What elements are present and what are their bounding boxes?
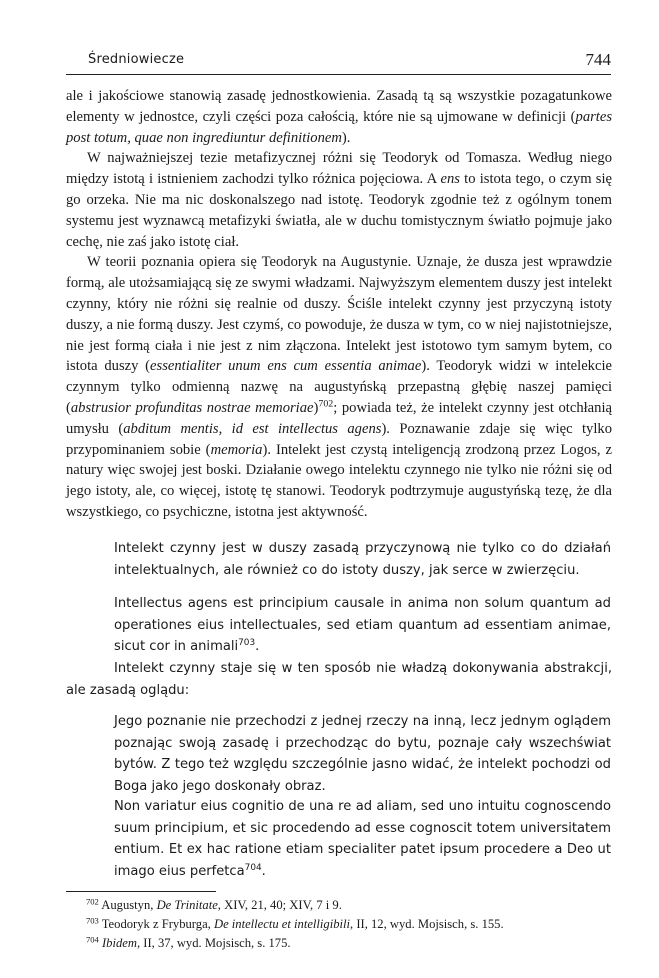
text-run: Non variatur eius cognitio de una re ad aliam, sed uno intuitu cognoscendo suum principium, et sic procedendo ad esse cognoscit totem universitatem entium. Et ex hac ratione etiam specialiter patet ipsum procedere a Deo ut imago eius perfetca [114, 799, 611, 879]
text-run: to istota tego, o czym się go orzeka. Nie ma nic doskonalszego nad istotę. Teodoryk zgodnie też z ogólnym tonem systemu jest wyznawcą metafizyki światła, ale w duchu tomistycznym światło pojmuje jako cechę, nie zaś jako istotę ciał. [66, 171, 612, 250]
footnote [86, 934, 616, 953]
italic-text: ens [440, 171, 460, 188]
running-title: Średniowiecze [88, 52, 185, 67]
italic-text: De Trinitate [156, 898, 218, 912]
main-text [66, 86, 612, 523]
text-run: ). Intelekt jest czystą inteligencją zrodzoną przez Logos, z natury więc swojej jest boski. Działanie owego intelektu czynnego nie tylko nie różni się od jego istoty, ale, co więcej, istotę tę stanowi. Teodoryk podtrzymuje augustyńską tezę, że dla wszystkiego, co psychiczne, istotna jest aktywność. [66, 441, 613, 520]
italic-text: abstrusior profunditas nostrae memoriae [70, 399, 314, 416]
text-run: Intellectus agens est principium causale in anima non solum quantum ad operationes eius intellectuales, sed etiam quantum ad essentiam animae, sicut cor in animali [114, 596, 611, 655]
italic-text: Ibidem [101, 936, 137, 950]
text-run: , XIV, 21, 40; XIV, 7 i 9. [217, 898, 342, 912]
text-run: W najważniejszej tezie metafizycznej różni się Teodoryk od Tomasza. Według niego między istotą i istnieniem zachodzi tylko różnica pojęciowa. A [66, 150, 612, 188]
text-run: Teodoryk z Fryburga, [98, 917, 214, 931]
text-run: ; powiada też, że intelekt czynny jest otchłanią umysłu ( [66, 399, 612, 437]
footnote-ref: 702 [86, 896, 99, 907]
paragraph [66, 658, 612, 701]
text-run: , II, 37, wyd. Mojsisch, s. 175. [136, 936, 291, 950]
text-run: ale i jakościowe stanowią zasadę jednostkowienia. Zasadą tą są wszystkie pozagatunkowe elementy w jednostce, czyli części poza całością, które nie są ujmowane w definicji ( [66, 88, 612, 125]
block-quote-polish-1 [114, 538, 611, 581]
text-run: ) [313, 399, 319, 416]
text-run: . [255, 639, 260, 655]
page-number: 744 [585, 50, 611, 69]
footnote-ref: 702 [318, 398, 334, 410]
text-run: ). Poznawanie zdaje się więc tylko przypominaniem sobie ( [66, 420, 613, 458]
main-text-continued [66, 658, 612, 701]
text-run: Intelekt czynny staje się w ten sposób nie władzą dokonywania abstrakcji, ale zasadą oglądu: [66, 661, 612, 698]
block-quote-latin-1 [114, 593, 611, 658]
footnote-ref: 704 [86, 934, 99, 945]
footnotes [86, 896, 616, 953]
paragraph [66, 252, 612, 522]
footnote-ref: 703 [86, 915, 99, 926]
text-run: Intelekt czynny jest w duszy zasadą przyczynową nie tylko co do działań intelektualnych, ale również co do istoty duszy, jak serce w zwierzęciu. [114, 541, 611, 578]
text-run: ). Teodoryk widzi w intelekcie czynnym tylko odmienną nazwę na augustyńską przepastną głębię naszej pamięci ( [66, 358, 612, 416]
footnote [86, 896, 616, 915]
italic-text: essentialiter unum ens cum essentia animae [150, 358, 422, 375]
quote-text [114, 796, 611, 882]
italic-text: partes post totum, quae non ingrediuntur definitionem [66, 108, 612, 146]
italic-text: abditum mentis, id est intellectus agens [123, 420, 382, 437]
quote-text [114, 593, 611, 658]
italic-text: memoria [210, 441, 263, 458]
text-run: ). [341, 129, 351, 146]
block-quote-latin-2 [114, 796, 611, 882]
quote-text [114, 538, 611, 581]
quote-text [114, 711, 611, 797]
text-run: Jego poznanie nie przechodzi z jednej rzeczy na inną, lecz jednym oglądem poznając swoją zasadę i przechodząc do bytu, poznaje cały wszechświat bytów. Z tego też względu szczególnie jasno widać, że intelekt pochodzi od Boga jako jego doskonały obraz. [114, 714, 611, 794]
text-run: Augustyn, [98, 898, 157, 912]
italic-text: De intellectu et intelligibili [213, 917, 351, 931]
text-run: W teorii poznania opiera się Teodoryk na Augustynie. Uznaje, że dusza jest wprawdzie formą, ale utożsamiającą się ze swymi władzami. Najwyższym elementem duszy jest intelekt czynny, który nie różni się realnie od duszy. Ściśle intelekt czynny jest przyczyną istoty duszy, a nie formą duszy. Jest czymś, co powoduje, że dusza w tym, co w niej najistotniejsze, nie jest formą ciała i nie jest z nim złączona. Intelekt jest istotowo tym samym bytem, co istota duszy ( [66, 254, 612, 375]
text-run: . [261, 863, 266, 879]
block-quote-polish-2 [114, 711, 611, 797]
paragraph [66, 86, 612, 148]
running-header [66, 52, 611, 75]
text-run: , II, 12, wyd. Mojsisch, s. 155. [350, 917, 504, 931]
paragraph [66, 148, 612, 252]
footnote-rule [66, 891, 216, 892]
footnote-ref: 704 [244, 862, 262, 873]
footnote [86, 915, 616, 934]
footnote-ref: 703 [238, 638, 256, 649]
